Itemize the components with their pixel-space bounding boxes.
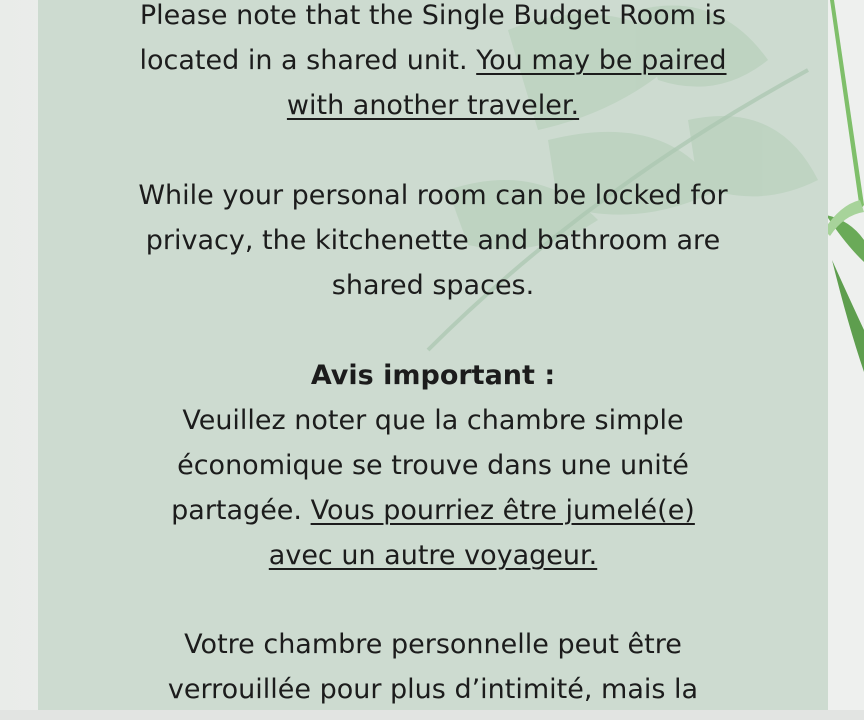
english-paired-line-2 — [38, 83, 828, 128]
french-notice — [38, 353, 828, 578]
french-heading: Avis important : — [310, 360, 556, 391]
english-notice-line-2 — [38, 38, 828, 83]
english-privacy — [38, 173, 828, 308]
french-privacy — [38, 622, 828, 712]
french-notice-line-3-text: partagée. — [171, 495, 303, 526]
english-paired-link-2: with another traveler. — [286, 90, 580, 121]
english-notice-line-1: Please note that the Single Budget Room is — [139, 0, 727, 31]
bottom-edge — [0, 710, 864, 720]
french-paired-link-2: avec un autre voyageur. — [268, 540, 598, 571]
english-notice — [38, 0, 828, 128]
french-paired-link-1: Vous pourriez être jumelé(e) — [310, 495, 695, 526]
english-privacy-line-2: privacy, the kitchenette and bathroom are — [145, 225, 721, 256]
french-notice-line-2: économique se trouve dans une unité — [177, 450, 689, 481]
french-privacy-line-1: Votre chambre personnelle peut être — [184, 629, 682, 660]
french-privacy-line-2: verrouillée pour plus d’intimité, mais la — [167, 674, 699, 705]
french-paired-line-2 — [38, 533, 828, 578]
english-paired-link-1: You may be paired — [476, 45, 727, 76]
english-notice-line-2-text: located in a shared unit. — [139, 45, 468, 76]
english-privacy-line-3: shared spaces. — [331, 270, 535, 301]
english-privacy-line-1: While your personal room can be locked for — [138, 180, 728, 211]
french-notice-line-3 — [38, 488, 828, 533]
notice-card — [38, 0, 828, 720]
french-notice-line-1: Veuillez noter que la chambre simple — [182, 405, 684, 436]
